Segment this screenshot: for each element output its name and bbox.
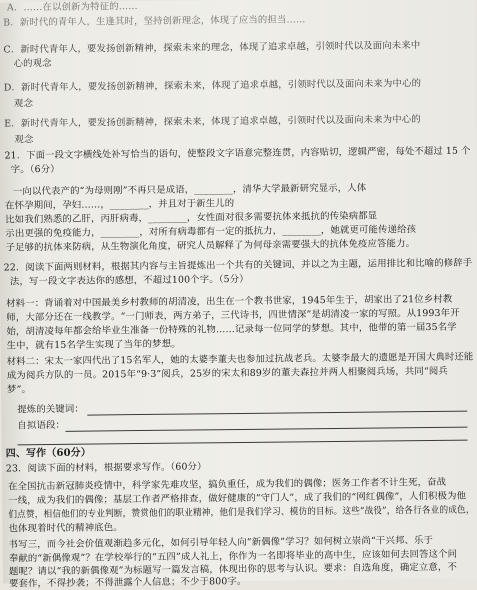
essay-material-line: 书写三，而今社会价值观渐趋多元化，如何引导年轻人向“新偶像”学习？如何树立崇尚“干兴邦、乐于: [8, 534, 434, 551]
essay-material-line: 奉献的“新偶像观”？在学校举行的“五四”成人礼上，你作为一名即将毕业的高中生，应该如何去回答这个问: [8, 548, 458, 565]
material-line: 始，胡清凌每年都会给毕业生准备一份特殊的礼物……记录每一位同学的梦想。其中，他带的第一届35名学: [6, 321, 457, 338]
option-line: E．新时代青年人，要发扬创新精神，探索未来，体现了追求卓越，引领时代以及面向未来为中心的: [4, 114, 421, 130]
section-4-heading: 四、写作（60分）: [5, 447, 92, 460]
material-line: 生中，就有15名学生实现了当年的梦想。: [6, 338, 181, 352]
passage-line: 比如我们熟悉的乙肝，丙肝病毒，________，女性面对很多需要抗体来抵抗的传染病都显: [5, 210, 378, 226]
option-line: D．新时代青年人，要发扬创新精神，探索未来，体现了追求卓越，引领时代以及面向未来为中心的: [3, 78, 422, 94]
keyword-answer-line[interactable]: [87, 411, 467, 416]
keyword-label: 提炼的关键词：: [17, 403, 84, 416]
essay-material-line: 也体现着时代的精神底色。: [8, 522, 123, 535]
essay-material-line: 们点赞，相信他们的专业判断，赞赏他们的职业精神，他们是我们学习、模仿的目标。这些“战役”，给各行各业的成色，: [8, 504, 475, 521]
option-line: 观念: [13, 98, 34, 110]
essay-material-line: 题呢？请以“我的新偶像观”为标题写一篇发言稿，体现出你的思考与认识。要求：自选角度，确定立意，不: [8, 561, 458, 578]
option-line: 观念: [14, 134, 34, 146]
passage-line: 子足够的抗体来防病，从生物演化角度，研究人员解释了为何母亲需要强大的抗体免疫应答能力。: [5, 238, 416, 254]
material-line: 梦”。: [6, 384, 32, 396]
question-21-prompt: 字。（6分）: [10, 163, 60, 176]
paragraph-answer-line[interactable]: [65, 427, 467, 432]
material-line: 材料二：宋太一家四代出了15名军人，她的太婆李董夫也参加过抗战老兵。太婆李最大的遗愿是开国大典时还能: [6, 351, 474, 368]
option-line: C．新时代青年人，要发扬创新精神，探索未来的理念，体现了追求卓越，引领时代以及面向未来中: [3, 40, 421, 56]
option-line: 心的观念: [13, 57, 52, 70]
material-line: 成为阅兵方队的一员。2015年“9·3”阅兵，25岁的宋太和89岁的董夫森拉并两人相聚阅兵场，共同“阅兵: [6, 365, 448, 382]
paragraph-label: 自拟语段：: [17, 419, 66, 432]
question-22-prompt: 22．阅读下面两则材料，根据其内容与主旨提炼出一个共有的关键词，并以之为主题，运用排比和比喻的修辞手: [3, 257, 473, 274]
question-22-prompt: 法，写一段文字表达你的感想，不超过100个字。（5分）: [9, 273, 249, 288]
essay-material-line: 在全国抗击新冠肺炎疫情中，科学家先难攻坚，搞负重任，成为我们的偶像；医务工作者不计生死，奋战: [7, 476, 447, 493]
option-line: A．……在以创新为特征的……: [6, 1, 138, 14]
option-line: B．新时代的青年人，生逢其时，坚持创新理念，体现了应当的担当……: [3, 14, 306, 29]
material-line: 师，大部分还在一线教学。“一门师表，两方弟子，三代诗书，四世情深”是胡清凌一家的写照。从1993年开: [6, 307, 460, 324]
passage-line: 在怀孕期间，孕妇……，________，并且对于新生儿的: [5, 198, 235, 212]
question-23-prompt: 23．阅读下面的材料，根据要求写作。（60分）: [5, 461, 207, 475]
passage-line: 一向以代表产的“为母则刚”不再只是成语，________，清华大学最新研究显示，人体: [12, 182, 367, 198]
paragraph-answer-line[interactable]: [18, 440, 468, 446]
passage-line: 示出更强的免疫能力，________，对所有病毒都有一定的抵抗力，________，她就更可能传递给孩: [5, 224, 417, 240]
question-21-prompt: 21．下面一段文字横线处补写恰当的语句，使整段文字语意完整连贯，内容贴切，逻辑严密，每处不超过 15 个: [4, 145, 471, 162]
essay-material-line: 一线，成为我们的偶像；基层工作者严格排查，做好健康的“守门人”，成了我们的“网红偶像”，人们积极为他: [8, 490, 467, 507]
material-line: 材料一：背诵着对中国最美乡村教师的胡清凌，出生在一个教书世家，1945年生于，胡家出了21位乡村教: [6, 293, 453, 310]
essay-material-line: 要套作，不得抄袭；不得泄露个人信息；不少于800字。: [9, 575, 247, 590]
